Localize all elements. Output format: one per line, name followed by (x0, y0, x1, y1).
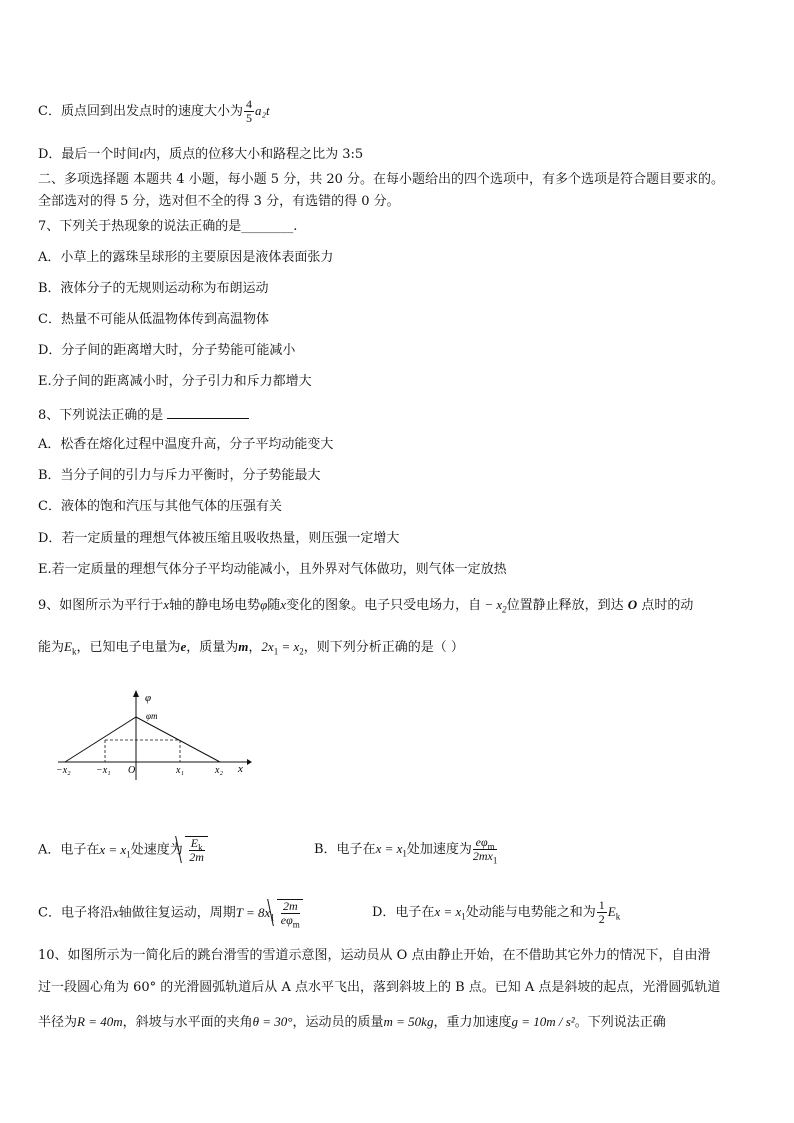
peak-label: φm (146, 711, 158, 721)
section-heading: 二、多项选择题 本题共 4 小题，每小题 5 分，共 20 分。在每小题给出的四个选项中，有多个选项是符合题目要求的。 (38, 172, 725, 187)
q7-option-b: B．液体分子的无规则运动称为布朗运动 (38, 281, 269, 296)
y-axis-label: φ (145, 692, 152, 704)
tick-x1: x₁ (176, 765, 184, 776)
q7-option-e: E.分子间的距离减小时，分子引力和斥力都增大 (38, 374, 312, 389)
potential-graph (50, 685, 255, 785)
q10-line1: 10、如图所示为一简化后的跳台滑雪的雪道示意图，运动员从 O 点由静止开始，在不借助其它外力的情况下，自由滑 (38, 948, 711, 963)
q6-option-d: D．最后一个时间t内，质点的位移大小和路程之比为 3:5 (38, 146, 364, 162)
q9-option-d: D．电子在$x = x_1$处动能与电势能之和为 $\frac{1}{2}$ $E_k$ (372, 898, 621, 926)
tick-neg-x2: −x₂ (56, 765, 71, 776)
q9-option-a: A．电子在$x = x_1$处速度为 $\frac{E_k}{2m}$ (38, 836, 208, 864)
q7-option-d: D．分子间的距离增大时，分子势能可能减小 (38, 343, 296, 358)
q6-option-c: C．质点回到出发点时的速度大小为 $\frac{4}{5}$ a₂t (38, 97, 270, 125)
q9-stem-line1: 9、如图所示为平行于x轴的静电场电势φ随x变化的图象。电子只受电场力，自 − $x_2$位置静止释放，到达 O 点时的动 (38, 597, 694, 615)
q9-option-c: C．电子将沿x轴做往复运动，周期$T = 8x_1$ $\frac{2m}{e\varphi_m}$ (38, 899, 303, 927)
q7-option-c: C．热量不可能从低温物体传到高温物体 (38, 312, 269, 327)
x-axis-label: x (238, 763, 243, 775)
q9-stem-line2: 能为$E_k$，已知电子电量为e，质量为m，$2x_1 = x_2$，则下列分析正确的是（ ） (38, 639, 464, 657)
q8-option-c: C．液体的饱和汽压与其他气体的压强有关 (38, 499, 282, 514)
q7-option-a: A．小草上的露珠呈球形的主要原因是液体表面张力 (38, 250, 334, 265)
q9-option-b: B．电子在$x = x_1$处加速度为 $\frac{e\varphi_m}{2mx_1}$ (314, 835, 498, 866)
q7-stem: 7、下列关于热现象的说法正确的是________. (38, 219, 298, 234)
tick-origin: O (128, 765, 136, 776)
answer-blank (167, 406, 249, 419)
q8-stem: 8、下列说法正确的是 (38, 406, 249, 424)
q8-option-e: E.若一定质量的理想气体分子平均动能减小，且外界对气体做功，则气体一定放热 (38, 562, 507, 577)
q8-option-b: B．当分子间的引力与斥力平衡时，分子势能最大 (38, 468, 321, 483)
q8-option-d: D．若一定质量的理想气体被压缩且吸收热量，则压强一定增大 (38, 531, 400, 546)
q10-line3: 半径为R = 40m，斜坡与水平面的夹角θ = 30°，运动员的质量m = 50kg，重力加速度g = 10m / s²。下列说法正确 (38, 1014, 666, 1030)
tick-neg-x1: −x₁ (96, 765, 111, 776)
section-instructions: 全部选对的得 5 分，选对但不全的得 3 分，有选错的得 0 分。 (38, 194, 400, 209)
tick-x2: x₂ (215, 765, 223, 776)
q10-line2: 过一段圆心角为 60° 的光滑圆弧轨道后从 A 点水平飞出，落到斜坡上的 B 点。已知 A 点是斜坡的起点，光滑圆弧轨道 (38, 980, 721, 995)
q8-option-a: A．松香在熔化过程中温度升高，分子平均动能变大 (38, 437, 334, 452)
